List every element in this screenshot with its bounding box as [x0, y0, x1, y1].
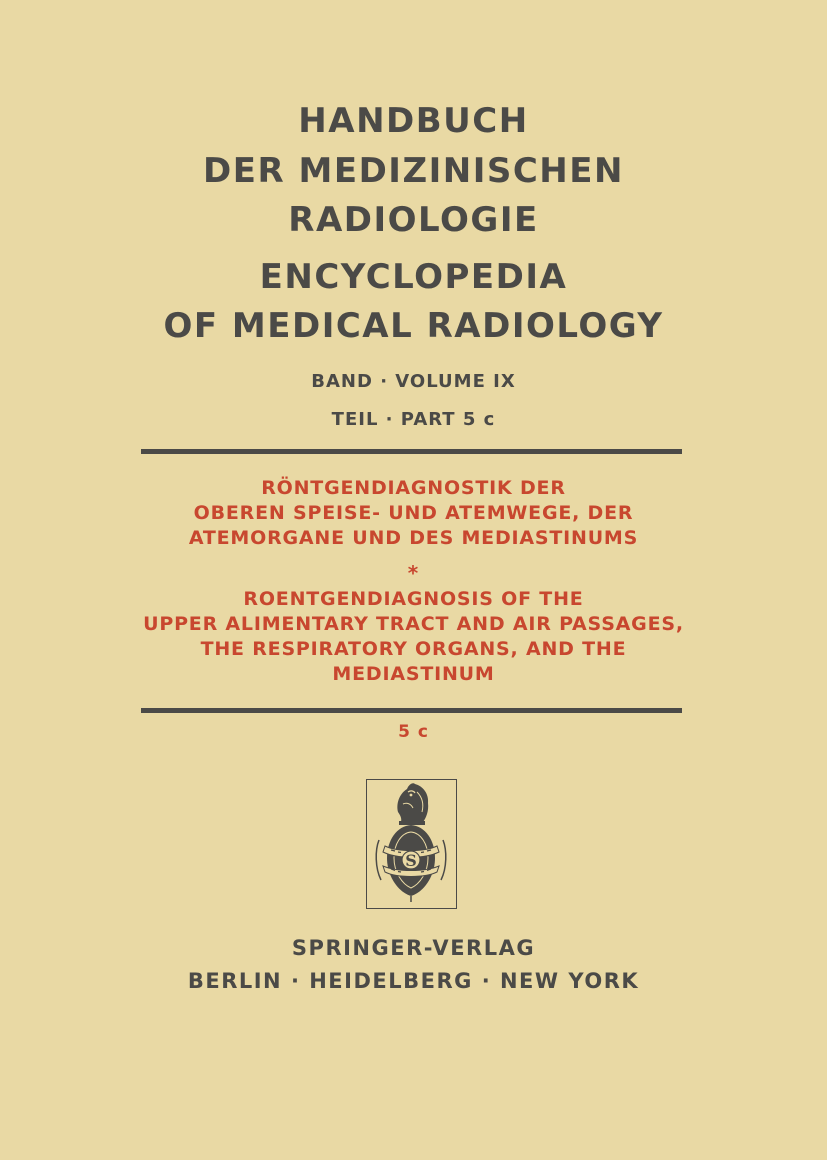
part-number: 5 c	[398, 722, 429, 742]
svg-text:S: S	[405, 851, 417, 870]
publisher-cities: BERLIN · HEIDELBERG · NEW YORK	[187, 969, 640, 993]
title-german-line-1: HANDBUCH	[298, 101, 529, 141]
top-divider	[141, 449, 682, 454]
title-english-line-1: ENCYCLOPEDIA	[259, 257, 568, 297]
subtitle-english-line-3: THE RESPIRATORY ORGANS, AND THE	[200, 638, 627, 660]
subtitle-english-line-2: UPPER ALIMENTARY TRACT AND AIR PASSAGES,	[143, 613, 684, 635]
subtitle-german-line-2: OBEREN SPEISE- UND ATEMWEGE, DER	[193, 502, 634, 524]
title-german-line-2: DER MEDIZINISCHEN	[203, 151, 624, 191]
subtitle-separator: *	[407, 561, 420, 585]
publisher-name: SPRINGER-VERLAG	[291, 936, 536, 960]
bottom-divider	[141, 708, 682, 713]
publisher-logo	[367, 780, 456, 908]
title-german-line-3: RADIOLOGIE	[288, 200, 539, 240]
springer-knight-seal-icon	[366, 779, 457, 909]
title-english-line-2: OF MEDICAL RADIOLOGY	[163, 306, 664, 346]
subtitle-english-line-4: MEDIASTINUM	[332, 663, 495, 685]
subtitle-english-line-1: ROENTGENDIAGNOSIS OF THE	[243, 588, 584, 610]
subtitle-german-line-1: RÖNTGENDIAGNOSTIK DER	[261, 477, 566, 499]
subtitle-german-line-3: ATEMORGANE UND DES MEDIASTINUMS	[188, 527, 639, 549]
volume-label: BAND · VOLUME IX	[311, 371, 516, 392]
part-label: TEIL · PART 5 c	[331, 409, 496, 430]
